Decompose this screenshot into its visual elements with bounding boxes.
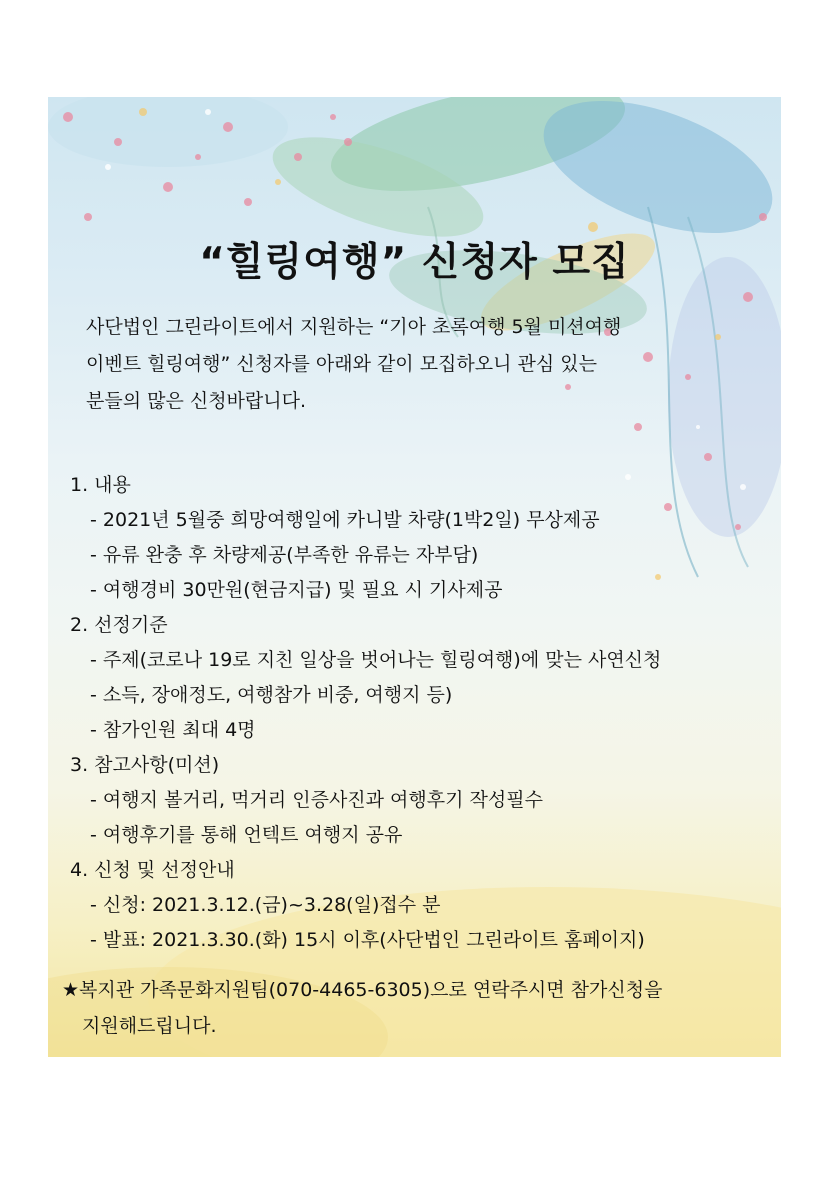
note-line: ★복지관 가족문화지원팀(070-4465-6305)으로 연락주시면 참가신청을: [62, 979, 663, 1001]
section-heading-content: 1. 내용: [70, 474, 131, 496]
section-item: - 여행지 볼거리, 먹거리 인증사진과 여행후기 작성필수: [90, 789, 543, 811]
section-list: [70, 468, 770, 958]
section-item: - 발표: 2021.3.30.(화) 15시 이후(사단법인 그린라이트 홈페이지): [90, 929, 645, 951]
section-heading-criteria: 2. 선정기준: [70, 614, 168, 636]
section-item: - 유류 완충 후 차량제공(부족한 유류는 자부담): [90, 544, 479, 566]
intro-line: 이벤트 힐링여행” 신청자를 아래와 같이 모집하오니 관심 있는: [86, 353, 597, 375]
note-line: 지원해드립니다.: [82, 1015, 217, 1037]
section-item: - 소득, 장애정도, 여행참가 비중, 여행지 등): [90, 684, 453, 706]
section-item: - 신청: 2021.3.12.(금)~3.28(일)접수 분: [90, 894, 441, 916]
section-item: - 여행후기를 통해 언텍트 여행지 공유: [90, 824, 403, 846]
section-item: - 2021년 5월중 희망여행일에 카니발 차량(1박2일) 무상제공: [90, 509, 600, 531]
intro-line: 사단법인 그린라이트에서 지원하는 “기아 초록여행 5월 미션여행: [86, 316, 622, 338]
intro-paragraph: [86, 309, 766, 420]
section-heading-application: 4. 신청 및 선정안내: [70, 859, 235, 881]
leaf-shape: [48, 97, 288, 167]
section-item: - 여행경비 30만원(현금지급) 및 필요 시 기사제공: [90, 579, 503, 601]
poster-title: “힐링여행” 신청자 모집: [199, 240, 630, 285]
poster: [48, 97, 781, 1057]
section-item: - 주제(코로나 19로 지친 일상을 벗어나는 힐링여행)에 맞는 사연신청: [90, 649, 662, 671]
intro-line: 분들의 많은 신청바랍니다.: [86, 390, 307, 412]
section-heading-notes: 3. 참고사항(미션): [70, 754, 220, 776]
contact-note: [62, 972, 762, 1044]
section-item: - 참가인원 최대 4명: [90, 719, 256, 741]
